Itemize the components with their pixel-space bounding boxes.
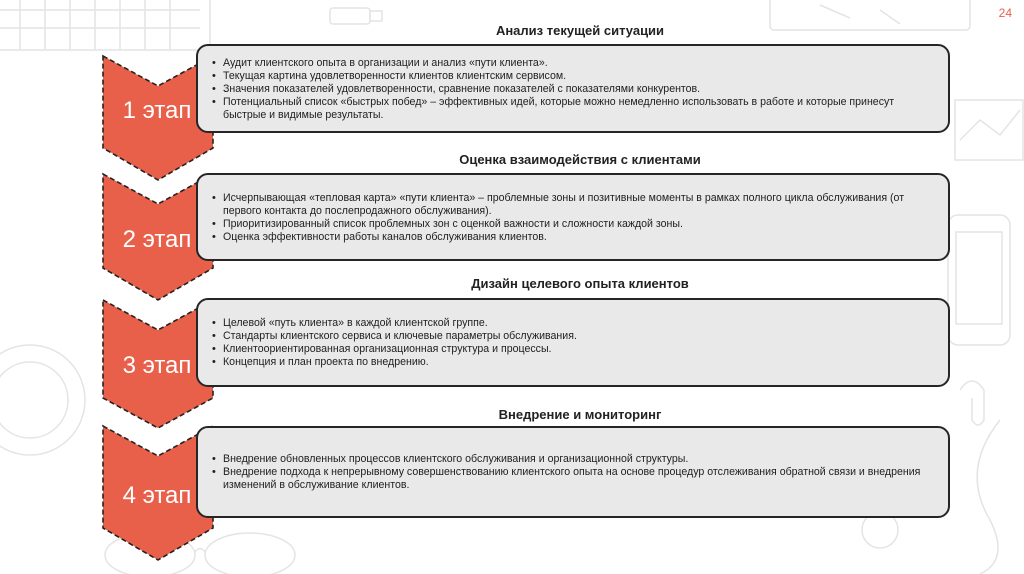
stage-2-title: Оценка взаимодействия с клиентами: [459, 152, 701, 167]
list-item: • Внедрение обновленных процессов клиентского обслуживания и организационной структуры.: [212, 453, 936, 466]
list-item: • Оценка эффективности работы каналов обслуживания клиентов.: [212, 231, 936, 244]
list-item: • Текущая картина удовлетворенности клиентов клиентским сервисом.: [212, 70, 936, 83]
list-item: • Внедрение подхода к непрерывному совершенствованию клиентского опыта на основе процедур отслеживания обратной связи и внедрения изменений в обслуживание клиентов.: [212, 466, 936, 492]
page-number: 24: [998, 6, 1012, 20]
list-item: • Аудит клиентского опыта в организации и анализ «пути клиента».: [212, 57, 936, 70]
list-item: • Стандарты клиентского сервиса и ключевые параметры обслуживания.: [212, 330, 936, 343]
stage-4-title: Внедрение и мониторинг: [498, 407, 662, 422]
stage-2-list: [212, 192, 936, 244]
stage-1-label: 1 этап: [122, 97, 192, 124]
stage-4-label: 4 этап: [122, 482, 192, 509]
stage-2-box: [196, 173, 950, 261]
stage-2-label: 2 этап: [122, 226, 192, 253]
stage-1-title: Анализ текущей ситуации: [495, 23, 665, 38]
stage-1-box: [196, 44, 950, 133]
stage-3-title: Дизайн целевого опыта клиентов: [471, 276, 689, 291]
stage-3-box: [196, 298, 950, 387]
stage-4-box: [196, 426, 950, 518]
stage-3-label: 3 этап: [122, 352, 192, 379]
list-item: • Приоритизированный список проблемных зон с оценкой важности и сложности каждой зоны.: [212, 218, 936, 231]
list-item: • Исчерпывающая «тепловая карта» «пути клиента» – проблемные зоны и позитивные моменты в рамках полного цикла обслуживания (от первого контакта до послепродажного обслуживания).: [212, 192, 936, 218]
stage-1-list: [212, 57, 936, 122]
list-item: • Целевой «путь клиента» в каждой клиентской группе.: [212, 317, 936, 330]
stage-3-list: [212, 317, 936, 369]
list-item: • Концепция и план проекта по внедрению.: [212, 356, 936, 369]
list-item: • Потенциальный список «быстрых побед» – эффективных идей, которые можно немедленно использовать в работе и которые принесут быстрые и видимые результаты.: [212, 96, 936, 122]
list-item: • Клиентоориентированная организационная структура и процессы.: [212, 343, 936, 356]
list-item: • Значения показателей удовлетворенности, сравнение показателей с показателями конкурентов.: [212, 83, 936, 96]
stage-4-list: [212, 453, 936, 492]
